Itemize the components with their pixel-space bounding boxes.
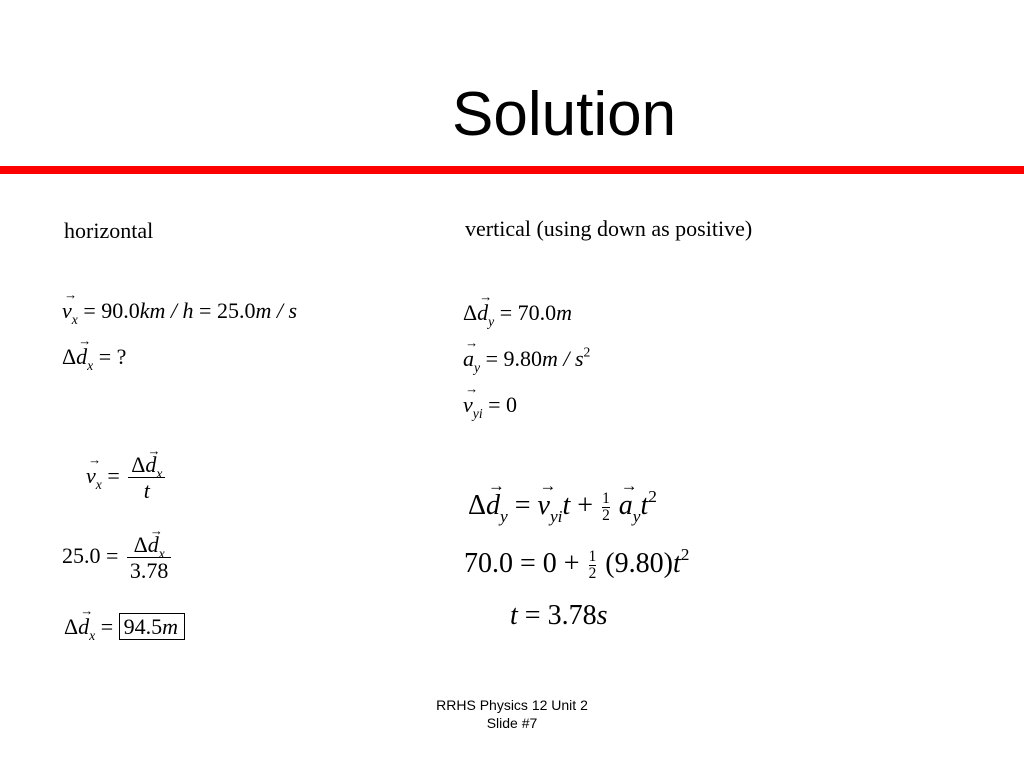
time-result: t = 3.78s [510,600,608,631]
kinematics-equation: $\Delta\to d_y$ = → $v_{yi}t$ + $\frac{1}{2}$ → $a_yt^2$ [468,488,657,524]
answer-box: 94.5m [119,613,185,640]
kinematics-substitution: 70.0 = 0 + $\frac{1}{2}$ $(9.80)t^2$ [464,544,690,583]
horizontal-substitution: 25.0 = $\frac{\Delta\to d_x}{3.78}$ [62,532,174,584]
horizontal-velocity-formula: → $v_x$ = $\frac{\Delta\to d_x}{t}$ [86,452,168,504]
footer-course: RRHS Physics 12 Unit 2 [436,697,588,713]
slide-title: Solution [452,80,677,149]
vertical-heading: vertical (using down as positive) [465,216,753,241]
horizontal-velocity-equation: → $v_x = 90.0km / h = 25.0m / s$ [62,296,297,326]
horizontal-displacement-unknown: $\Delta\to d_x$ = ? [62,342,126,372]
vertical-acceleration-given: → $a_y = 9.80m / s^2$ [463,344,590,374]
vertical-initial-velocity-given: → $v_{yi} = 0$ [463,390,517,420]
slide-footer [396,696,628,732]
vertical-displacement-given: $\Delta\to d_y = 70.0m$ [463,298,572,328]
title-divider [0,166,1024,174]
horizontal-displacement-answer: $\Delta\to d_x = 94.5m$ [64,612,185,642]
horizontal-heading: horizontal [64,218,154,243]
footer-slide-number: Slide #7 [486,715,538,731]
